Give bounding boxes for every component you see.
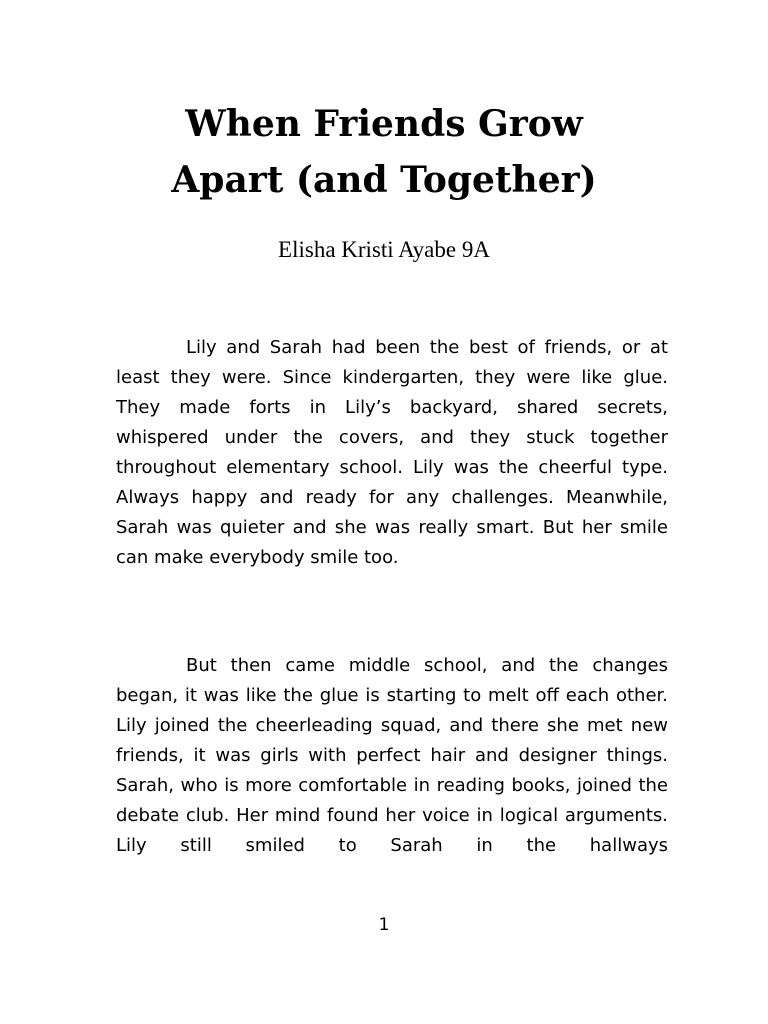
author-line: Elisha Kristi Ayabe 9A [278,237,490,262]
page-number: 1 [378,915,390,935]
title-line-1: When Friends Grow [185,103,583,145]
document-title [0,96,768,208]
title-line-2: Apart (and Together) [171,159,597,201]
paragraph-1: Lily and Sarah had been the best of friends, or at least they were. Since kindergarten, they were like glue. They made forts in Lily’s backyard, shared secrets, whispered under the covers, and they stuck together throughout elementary school. Lily was the cheerful type. Always happy and ready for any challenges. Meanwhile, Sarah was quieter and she was really smart. But her smile can make everybody smile too. [116,337,668,568]
paragraph-2: But then came middle school, and the changes began, it was like the glue is starting to melt off each other. Lily joined the cheerleading squad, and there she met new friends, it was girls with perfect hair and designer things. Sarah, who is more comfortable in reading books, joined the debate club. Her mind found her voice in logical arguments. Lily still smiled to Sarah in the hallways [116,655,668,856]
